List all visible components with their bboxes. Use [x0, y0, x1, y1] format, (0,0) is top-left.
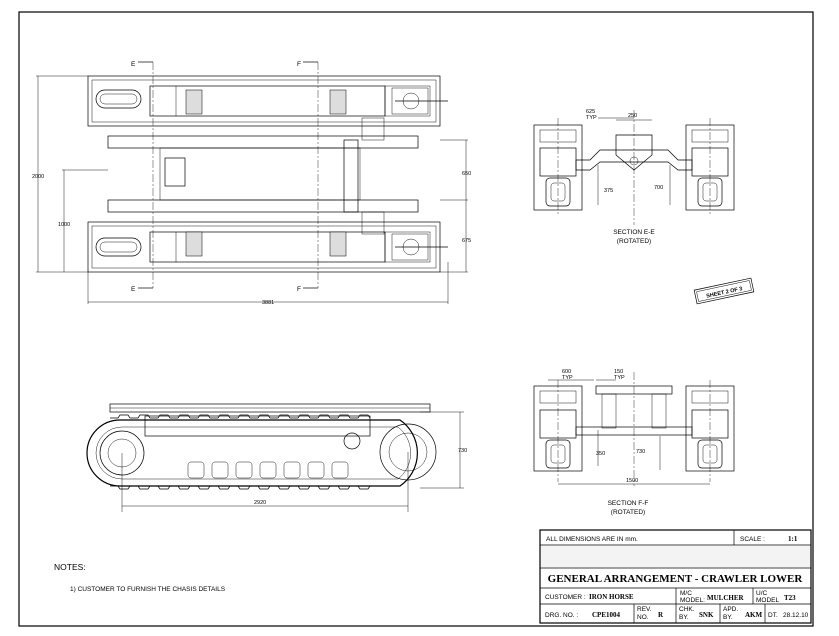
section-ee-dim-3: 375 [604, 188, 614, 194]
section-ee-title: SECTION E-E [613, 229, 655, 236]
section-mark-f-top: F [297, 61, 301, 68]
dim-lower: 675 [462, 238, 472, 244]
section-ff-dim-4: 730 [636, 449, 646, 455]
section-mark-f-bottom: F [297, 286, 301, 293]
uc-model-label-2: MODEL [756, 597, 780, 604]
mc-model-label-1: M/C [680, 590, 692, 597]
section-ee-view [534, 110, 734, 225]
section-ff-dim-5: 1500 [626, 478, 639, 484]
section-ff-title: SECTION F-F [607, 500, 649, 507]
drawing-title: GENERAL ARRANGEMENT - CRAWLER LOWER [547, 573, 803, 585]
sheet-border [19, 12, 813, 626]
scale-value: 1:1 [788, 535, 798, 543]
section-ff-dim-2-typ: TYP [614, 375, 625, 381]
dim-track-gauge: 1000 [58, 222, 71, 228]
dim-side-height: 730 [458, 448, 468, 454]
mc-model-value: MULCHER [707, 594, 744, 602]
chk-value: SNK [699, 611, 714, 619]
section-ee-dim-1-typ: TYP [586, 115, 597, 121]
note-item-1: 1) CUSTOMER TO FURNISH THE CHASIS DETAILS [70, 586, 226, 593]
uc-model-label-1: U/C [756, 590, 768, 597]
section-mark-e-top: E [131, 61, 136, 68]
scale-label: SCALE : [740, 536, 765, 543]
dim-overall-length: 3881 [262, 300, 275, 306]
apd-value: AKM [745, 611, 763, 619]
section-ff-dim-2: 150 [614, 369, 624, 375]
rev-label-2: NO. [637, 614, 649, 621]
customer-label: CUSTOMER : [545, 594, 586, 601]
dim-overall-width: 2000 [32, 174, 45, 180]
sheet-stamp-text: SHEET 2 OF 3 [705, 286, 743, 300]
apd-label-1: APD. [723, 606, 739, 613]
rev-value: R [658, 611, 664, 619]
section-ee-subtitle: (ROTATED) [616, 238, 652, 245]
customer-value: IRON HORSE [589, 593, 634, 601]
drg-label: DRG. NO. : [545, 612, 579, 619]
dim-upper: 650 [462, 171, 472, 177]
section-ff-subtitle: (ROTATED) [610, 509, 646, 516]
section-ff-dim-3: 350 [596, 451, 606, 457]
date-label: DT. [768, 612, 778, 619]
plan-view [36, 62, 468, 304]
chk-label-1: CHK. [679, 606, 695, 613]
section-mark-e-bottom: E [131, 286, 136, 293]
apd-label-2: BY. [723, 614, 733, 621]
side-view [87, 404, 464, 512]
mc-model-label-2: MODEL: [680, 597, 705, 604]
dimensions-note: ALL DIMENSIONS ARE IN mm. [546, 536, 638, 543]
uc-model-value: T23 [784, 594, 796, 602]
date-value: 28.12.10 [783, 612, 809, 619]
section-ee-dim-1: 625 [586, 109, 596, 115]
section-ee-dim-4: 700 [654, 185, 664, 191]
section-ee-dim-2: 250 [628, 113, 638, 119]
section-ff-dim-1-typ: TYP [562, 375, 573, 381]
chk-label-2: BY. [679, 614, 689, 621]
notes-heading: NOTES: [54, 562, 86, 572]
drg-value: CPE1004 [592, 611, 620, 619]
dim-sprocket-centers: 2920 [254, 500, 267, 506]
section-ff-dim-1: 600 [562, 369, 572, 375]
rev-label-1: REV. [637, 606, 652, 613]
section-ff-view [534, 372, 734, 486]
sheet-stamp [694, 278, 754, 304]
